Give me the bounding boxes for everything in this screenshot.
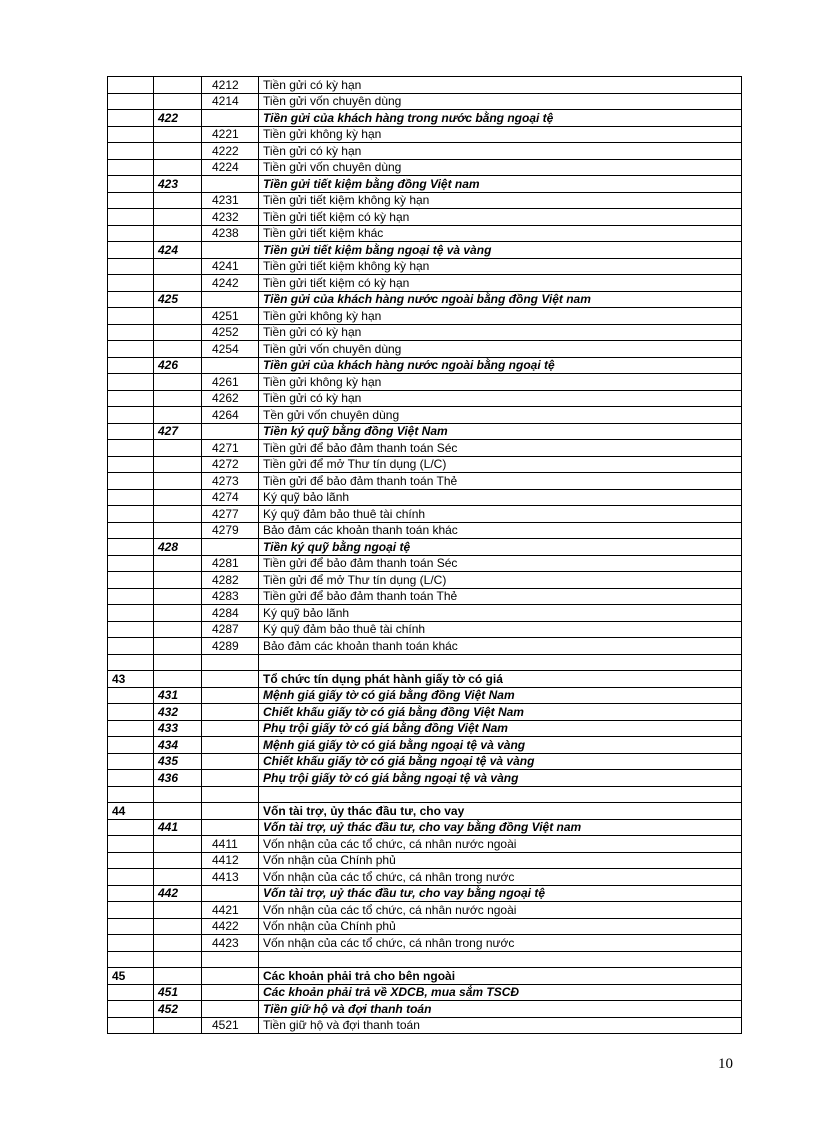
account-code-level-3: 4411 [202, 836, 259, 853]
account-name: Tiền gửi để mở Thư tín dụng (L/C) [259, 572, 742, 589]
account-code-level-1 [108, 687, 154, 704]
account-name: Vốn nhận của các tổ chức, cá nhân nước ngoài [259, 836, 742, 853]
account-code-level-1 [108, 918, 154, 935]
table-row [108, 819, 742, 836]
account-code-level-2 [154, 126, 202, 143]
account-code-level-2 [154, 473, 202, 490]
account-name: Ký quỹ bảo lãnh [259, 605, 742, 622]
account-code-level-1 [108, 935, 154, 952]
account-name: Ký quỹ bảo lãnh [259, 489, 742, 506]
account-code-level-1 [108, 390, 154, 407]
table-row [108, 93, 742, 110]
account-code-level-1 [108, 77, 154, 94]
table-row [108, 506, 742, 523]
account-code-level-1 [108, 440, 154, 457]
account-code-level-1 [108, 770, 154, 787]
table-row [108, 869, 742, 886]
account-name [259, 786, 742, 803]
account-code-level-2 [154, 621, 202, 638]
page-number: 10 [718, 1056, 733, 1072]
account-code-level-3 [202, 770, 259, 787]
account-code-level-1 [108, 275, 154, 292]
account-code-level-3 [202, 110, 259, 127]
table-row [108, 1001, 742, 1018]
table-row [108, 143, 742, 160]
account-code-level-3: 4412 [202, 852, 259, 869]
account-code-level-2 [154, 671, 202, 688]
table-row [108, 803, 742, 820]
table-row [108, 423, 742, 440]
account-code-level-3: 4241 [202, 258, 259, 275]
account-code-level-2: 435 [154, 753, 202, 770]
account-name: Tiền gửi có kỳ hạn [259, 143, 742, 160]
account-code-level-2: 423 [154, 176, 202, 193]
account-code-level-1 [108, 291, 154, 308]
spacer-row [108, 951, 742, 968]
account-code-level-3 [202, 242, 259, 259]
account-code-level-1 [108, 522, 154, 539]
table-row [108, 489, 742, 506]
account-name: Các khoản phải trả về XDCB, mua sắm TSCĐ [259, 984, 742, 1001]
account-name: Ký quỹ đảm bảo thuê tài chính [259, 506, 742, 523]
account-code-level-3: 4251 [202, 308, 259, 325]
table-row [108, 638, 742, 655]
account-name: Tiền gửi của khách hàng nước ngoài bằng ngoại tệ [259, 357, 742, 374]
account-code-level-2: 433 [154, 720, 202, 737]
account-code-level-3: 4273 [202, 473, 259, 490]
account-code-level-3 [202, 786, 259, 803]
account-code-level-1 [108, 126, 154, 143]
account-code-level-2 [154, 341, 202, 358]
account-code-level-1 [108, 819, 154, 836]
account-name: Ký quỹ đảm bảo thuê tài chính [259, 621, 742, 638]
account-code-level-2: 426 [154, 357, 202, 374]
account-code-level-3 [202, 803, 259, 820]
table-row [108, 440, 742, 457]
account-code-level-1: 45 [108, 968, 154, 985]
account-name: Vốn nhận của các tổ chức, cá nhân trong nước [259, 869, 742, 886]
account-name: Tiền gửi để bảo đảm thanh toán Séc [259, 440, 742, 457]
account-code-level-3: 4264 [202, 407, 259, 424]
account-code-level-3: 4224 [202, 159, 259, 176]
account-code-level-3: 4274 [202, 489, 259, 506]
account-code-level-2 [154, 275, 202, 292]
table-row [108, 126, 742, 143]
table-row [108, 918, 742, 935]
account-name: Bảo đảm các khoản thanh toán khác [259, 638, 742, 655]
table-row [108, 242, 742, 259]
table-row [108, 209, 742, 226]
account-code-level-3: 4289 [202, 638, 259, 655]
account-code-level-1 [108, 374, 154, 391]
account-code-level-2 [154, 638, 202, 655]
account-code-level-1 [108, 93, 154, 110]
account-code-level-2 [154, 951, 202, 968]
account-code-level-1 [108, 885, 154, 902]
account-code-level-1 [108, 506, 154, 523]
account-code-level-2 [154, 77, 202, 94]
account-code-level-1 [108, 324, 154, 341]
account-code-level-2: 434 [154, 737, 202, 754]
table-row [108, 407, 742, 424]
account-name: Vốn tài trợ, uỷ thác đầu tư, cho vay bằng ngoại tệ [259, 885, 742, 902]
account-name: Tiền gửi không kỳ hạn [259, 126, 742, 143]
account-code-level-3: 4287 [202, 621, 259, 638]
account-name: Tiền giữ hộ và đợi thanh toán [259, 1001, 742, 1018]
account-code-level-1 [108, 852, 154, 869]
table-row [108, 324, 742, 341]
account-name: Tiền ký quỹ bằng ngoại tệ [259, 539, 742, 556]
table-row [108, 110, 742, 127]
account-code-level-1 [108, 786, 154, 803]
account-name: Phụ trội giấy tờ có giá bằng đồng Việt Nam [259, 720, 742, 737]
account-code-level-1 [108, 489, 154, 506]
account-name: Vốn nhận của các tổ chức, cá nhân nước ngoài [259, 902, 742, 919]
account-code-level-2 [154, 143, 202, 160]
account-code-level-3 [202, 737, 259, 754]
account-name: Tiền ký quỹ bằng đồng Việt Nam [259, 423, 742, 440]
account-code-level-2 [154, 258, 202, 275]
account-code-level-2 [154, 902, 202, 919]
account-code-level-2: 424 [154, 242, 202, 259]
account-name: Vốn nhận của Chính phủ [259, 918, 742, 935]
account-code-level-3 [202, 753, 259, 770]
account-name: Các khoản phải trả cho bên ngoài [259, 968, 742, 985]
account-code-level-1 [108, 242, 154, 259]
account-code-level-1 [108, 539, 154, 556]
account-code-level-3 [202, 357, 259, 374]
table-row [108, 737, 742, 754]
table-row [108, 539, 742, 556]
account-name: Tiền gửi để bảo đảm thanh toán Thẻ [259, 473, 742, 490]
account-code-level-2 [154, 1017, 202, 1034]
table-row [108, 176, 742, 193]
account-code-level-2 [154, 374, 202, 391]
account-code-level-3: 4231 [202, 192, 259, 209]
account-code-level-3 [202, 291, 259, 308]
account-code-level-2 [154, 308, 202, 325]
account-code-level-1 [108, 951, 154, 968]
account-code-level-3: 4242 [202, 275, 259, 292]
account-code-level-1 [108, 456, 154, 473]
account-code-level-3: 4423 [202, 935, 259, 952]
account-name: Vốn tài trợ, uỷ thác đầu tư, cho vay bằng đồng Việt nam [259, 819, 742, 836]
account-code-level-1 [108, 654, 154, 671]
account-code-level-1 [108, 869, 154, 886]
account-code-level-3 [202, 687, 259, 704]
table-row [108, 605, 742, 622]
account-code-level-3 [202, 176, 259, 193]
account-code-level-1 [108, 1017, 154, 1034]
account-code-level-3 [202, 539, 259, 556]
spacer-row [108, 786, 742, 803]
account-name: Mệnh giá giấy tờ có giá bằng đồng Việt Nam [259, 687, 742, 704]
account-code-level-1 [108, 176, 154, 193]
account-code-level-1 [108, 423, 154, 440]
account-code-level-3: 4238 [202, 225, 259, 242]
account-name: Tiền gửi có kỳ hạn [259, 77, 742, 94]
table-row [108, 192, 742, 209]
account-code-level-1 [108, 357, 154, 374]
table-row [108, 308, 742, 325]
account-code-level-1: 43 [108, 671, 154, 688]
account-name: Chiết khấu giấy tờ có giá bằng ngoại tệ và vàng [259, 753, 742, 770]
table-row [108, 671, 742, 688]
account-code-level-1 [108, 704, 154, 721]
table-row [108, 341, 742, 358]
account-name: Tiền gửi tiết kiệm có kỳ hạn [259, 275, 742, 292]
chart-of-accounts-table [107, 76, 742, 1034]
account-code-level-2 [154, 192, 202, 209]
account-code-level-3 [202, 885, 259, 902]
table-row [108, 275, 742, 292]
account-name [259, 951, 742, 968]
account-code-level-3: 4261 [202, 374, 259, 391]
account-name: Tiền gửi tiết kiệm bằng đồng Việt nam [259, 176, 742, 193]
account-code-level-2: 451 [154, 984, 202, 1001]
account-code-level-2 [154, 93, 202, 110]
account-name [259, 654, 742, 671]
table-row [108, 753, 742, 770]
account-code-level-3 [202, 654, 259, 671]
account-code-level-2 [154, 506, 202, 523]
account-name: Mệnh giá giấy tờ có giá bằng ngoại tệ và vàng [259, 737, 742, 754]
account-code-level-3 [202, 819, 259, 836]
account-code-level-2: 427 [154, 423, 202, 440]
account-code-level-3: 4272 [202, 456, 259, 473]
account-code-level-1 [108, 225, 154, 242]
account-code-level-3: 4277 [202, 506, 259, 523]
account-name: Tiền gửi của khách hàng trong nước bằng ngoại tệ [259, 110, 742, 127]
account-code-level-3: 4271 [202, 440, 259, 457]
account-code-level-3 [202, 1001, 259, 1018]
account-code-level-2 [154, 440, 202, 457]
account-code-level-2 [154, 605, 202, 622]
account-name: Tiền gửi tiết kiệm bằng ngoại tệ và vàng [259, 242, 742, 259]
table-row [108, 258, 742, 275]
table-row [108, 456, 742, 473]
table-row [108, 836, 742, 853]
account-code-level-3: 4212 [202, 77, 259, 94]
account-code-level-1 [108, 143, 154, 160]
account-code-level-2: 442 [154, 885, 202, 902]
account-code-level-1 [108, 110, 154, 127]
account-code-level-3: 4254 [202, 341, 259, 358]
table-row [108, 588, 742, 605]
account-code-level-2 [154, 225, 202, 242]
account-code-level-1 [108, 341, 154, 358]
account-code-level-2 [154, 390, 202, 407]
account-code-level-2 [154, 324, 202, 341]
account-code-level-3 [202, 704, 259, 721]
account-code-level-3: 4281 [202, 555, 259, 572]
account-code-level-3: 4284 [202, 605, 259, 622]
account-code-level-3 [202, 951, 259, 968]
account-code-level-1 [108, 473, 154, 490]
account-code-level-3 [202, 720, 259, 737]
account-name: Tiền gửi để mở Thư tín dụng (L/C) [259, 456, 742, 473]
account-code-level-3: 4521 [202, 1017, 259, 1034]
account-name: Tiền gửi vốn chuyên dùng [259, 341, 742, 358]
account-code-level-1 [108, 737, 154, 754]
table-row [108, 291, 742, 308]
account-code-level-3: 4421 [202, 902, 259, 919]
account-code-level-1 [108, 753, 154, 770]
account-code-level-3 [202, 968, 259, 985]
account-code-level-3 [202, 423, 259, 440]
account-code-level-3: 4282 [202, 572, 259, 589]
account-code-level-2 [154, 555, 202, 572]
table-row [108, 885, 742, 902]
account-code-level-2 [154, 522, 202, 539]
account-code-level-1 [108, 984, 154, 1001]
spacer-row [108, 654, 742, 671]
account-code-level-2 [154, 803, 202, 820]
account-code-level-3: 4262 [202, 390, 259, 407]
account-code-level-2 [154, 935, 202, 952]
account-name: Tiền gửi có kỳ hạn [259, 324, 742, 341]
account-code-level-2: 441 [154, 819, 202, 836]
table-row [108, 770, 742, 787]
account-code-level-1 [108, 605, 154, 622]
account-code-level-1 [108, 572, 154, 589]
account-code-level-2 [154, 836, 202, 853]
account-code-level-1 [108, 555, 154, 572]
account-code-level-1 [108, 159, 154, 176]
table-row [108, 473, 742, 490]
account-code-level-3: 4221 [202, 126, 259, 143]
account-code-level-2 [154, 489, 202, 506]
account-code-level-2 [154, 654, 202, 671]
account-name: Tiền gửi tiết kiệm khác [259, 225, 742, 242]
account-name: Tền gửi vốn chuyên dùng [259, 407, 742, 424]
account-name: Bảo đảm các khoản thanh toán khác [259, 522, 742, 539]
account-name: Tiền gửi vốn chuyên dùng [259, 159, 742, 176]
table-row [108, 390, 742, 407]
account-name: Tiền gửi không kỳ hạn [259, 374, 742, 391]
account-code-level-1 [108, 720, 154, 737]
account-code-level-1 [108, 638, 154, 655]
account-code-level-3: 4279 [202, 522, 259, 539]
account-name: Tiền gửi có kỳ hạn [259, 390, 742, 407]
account-code-level-1 [108, 308, 154, 325]
table-row [108, 1017, 742, 1034]
account-code-level-1 [108, 1001, 154, 1018]
table-row [108, 522, 742, 539]
table-row [108, 935, 742, 952]
account-code-level-2 [154, 407, 202, 424]
account-code-level-3: 4252 [202, 324, 259, 341]
table-row [108, 720, 742, 737]
account-name: Tổ chức tín dụng phát hành giấy tờ có giá [259, 671, 742, 688]
account-code-level-2: 428 [154, 539, 202, 556]
account-name: Tiền gửi của khách hàng nước ngoài bằng đồng Việt nam [259, 291, 742, 308]
account-code-level-2 [154, 588, 202, 605]
account-code-level-1: 44 [108, 803, 154, 820]
account-code-level-3: 4232 [202, 209, 259, 226]
table-row [108, 77, 742, 94]
table-row [108, 555, 742, 572]
account-code-level-1 [108, 621, 154, 638]
account-code-level-1 [108, 588, 154, 605]
account-code-level-1 [108, 209, 154, 226]
account-code-level-3: 4283 [202, 588, 259, 605]
table-row [108, 687, 742, 704]
account-name: Tiền gửi tiết kiệm có kỳ hạn [259, 209, 742, 226]
table-body [108, 77, 742, 1034]
account-code-level-2 [154, 456, 202, 473]
table-row [108, 374, 742, 391]
account-code-level-2 [154, 572, 202, 589]
account-name: Tiền gửi tiết kiệm không kỳ hạn [259, 258, 742, 275]
table-row [108, 357, 742, 374]
table-row [108, 704, 742, 721]
table-row [108, 902, 742, 919]
account-code-level-2 [154, 852, 202, 869]
account-code-level-3: 4222 [202, 143, 259, 160]
account-name: Tiền giữ hộ và đợi thanh toán [259, 1017, 742, 1034]
account-code-level-2: 436 [154, 770, 202, 787]
table-row [108, 225, 742, 242]
account-code-level-3 [202, 984, 259, 1001]
account-code-level-3: 4214 [202, 93, 259, 110]
account-name: Chiết khấu giấy tờ có giá bằng đồng Việt Nam [259, 704, 742, 721]
account-name: Tiền gửi không kỳ hạn [259, 308, 742, 325]
account-code-level-1 [108, 192, 154, 209]
account-name: Tiền gửi để bảo đảm thanh toán Thẻ [259, 588, 742, 605]
account-code-level-2 [154, 209, 202, 226]
account-code-level-2 [154, 968, 202, 985]
account-code-level-3: 4422 [202, 918, 259, 935]
account-name: Vốn tài trợ, ủy thác đầu tư, cho vay [259, 803, 742, 820]
account-code-level-1 [108, 258, 154, 275]
table-row [108, 852, 742, 869]
account-code-level-2: 431 [154, 687, 202, 704]
account-code-level-2 [154, 869, 202, 886]
account-code-level-2: 422 [154, 110, 202, 127]
account-name: Tiền gửi tiết kiệm không kỳ hạn [259, 192, 742, 209]
account-code-level-3: 4413 [202, 869, 259, 886]
account-name: Phụ trội giấy tờ có giá bằng ngoại tệ và vàng [259, 770, 742, 787]
account-code-level-2: 425 [154, 291, 202, 308]
table-row [108, 968, 742, 985]
account-code-level-1 [108, 836, 154, 853]
table-row [108, 984, 742, 1001]
account-code-level-3 [202, 671, 259, 688]
account-name: Vốn nhận của Chính phủ [259, 852, 742, 869]
account-code-level-2: 452 [154, 1001, 202, 1018]
table-row [108, 572, 742, 589]
account-code-level-2 [154, 918, 202, 935]
account-name: Tiền gửi để bảo đảm thanh toán Séc [259, 555, 742, 572]
account-code-level-2: 432 [154, 704, 202, 721]
account-name: Tiền gửi vốn chuyên dùng [259, 93, 742, 110]
account-code-level-1 [108, 407, 154, 424]
table-row [108, 621, 742, 638]
account-code-level-2 [154, 786, 202, 803]
account-code-level-1 [108, 902, 154, 919]
account-name: Vốn nhận của các tổ chức, cá nhân trong nước [259, 935, 742, 952]
account-code-level-2 [154, 159, 202, 176]
table-row [108, 159, 742, 176]
